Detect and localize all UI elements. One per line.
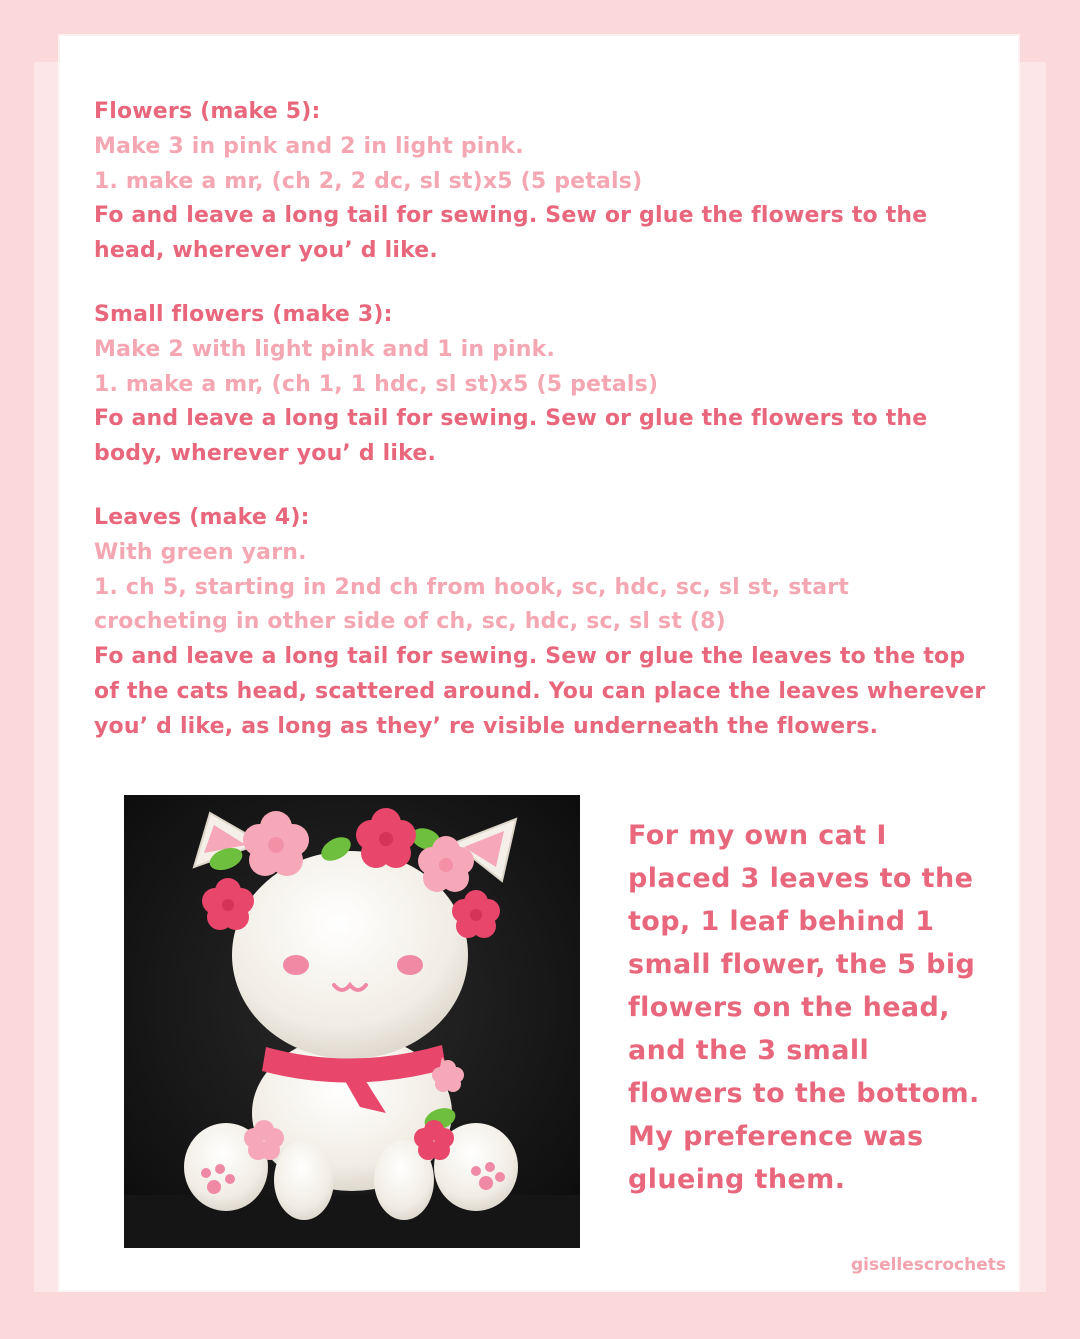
flowers-heading: Flowers (make 5): <box>94 99 321 124</box>
note-line: glueing them. <box>628 1164 846 1195</box>
note-line: and the 3 small <box>628 1035 870 1066</box>
note-line: top, 1 leaf behind 1 <box>628 906 935 937</box>
author-handle: gisellescrochets <box>850 1255 1006 1275</box>
small-flowers-heading: Small flowers (make 3): <box>94 302 393 327</box>
small-flowers-colors: Make 2 with light pink and 1 in pink. <box>94 336 556 362</box>
flowers-finish-1: Fo and leave a long tail for sewing. Sew or glue the flowers to the <box>94 203 928 229</box>
table-surface <box>124 1195 580 1248</box>
amigurumi-cat-photo <box>124 795 580 1248</box>
leaves-heading: Leaves (make 4): <box>94 505 310 530</box>
leaves-section <box>94 501 994 745</box>
small-flowers-finish-2: body, wherever you’ d like. <box>94 441 437 467</box>
small-flowers-step-1: 1. make a mr, (ch 1, 1 hdc, sl st)x5 (5 petals) <box>94 371 659 397</box>
leaves-finish-1: Fo and leave a long tail for sewing. Sew or glue the leaves to the top <box>94 644 966 670</box>
note-line: small flower, the 5 big <box>628 949 976 980</box>
note-line: placed 3 leaves to the <box>628 863 974 894</box>
placement-note <box>628 814 1008 1201</box>
leaves-finish-3: you’ d like, as long as they’ re visible underneath the flowers. <box>94 713 879 739</box>
left-leg <box>274 1140 334 1220</box>
note-line: flowers on the head, <box>628 992 950 1023</box>
flowers-section <box>94 95 994 269</box>
amigurumi-cat-illustration <box>124 795 580 1248</box>
leaves-yarn: With green yarn. <box>94 539 307 565</box>
pattern-card <box>60 36 1018 1290</box>
flowers-step-1: 1. make a mr, (ch 2, 2 dc, sl st)x5 (5 petals) <box>94 168 643 194</box>
note-line: For my own cat I <box>628 820 887 851</box>
leaves-finish-2: of the cats head, scattered around. You can place the leaves wherever <box>94 678 986 704</box>
leaves-step-1: 1. ch 5, starting in 2nd ch from hook, sc, hdc, sc, sl st, start <box>94 574 850 600</box>
right-cheek <box>397 955 423 975</box>
left-cheek <box>283 955 309 975</box>
note-line: flowers to the bottom. <box>628 1078 980 1109</box>
leaves-step-1-cont: crocheting in other side of ch, sc, hdc, sc, sl st (8) <box>94 609 726 635</box>
small-flowers-section <box>94 298 994 472</box>
flowers-finish-2: head, wherever you’ d like. <box>94 238 438 264</box>
flowers-colors: Make 3 in pink and 2 in light pink. <box>94 133 524 159</box>
small-flowers-finish-1: Fo and leave a long tail for sewing. Sew or glue the flowers to the <box>94 406 928 432</box>
note-line: My preference was <box>628 1121 924 1152</box>
